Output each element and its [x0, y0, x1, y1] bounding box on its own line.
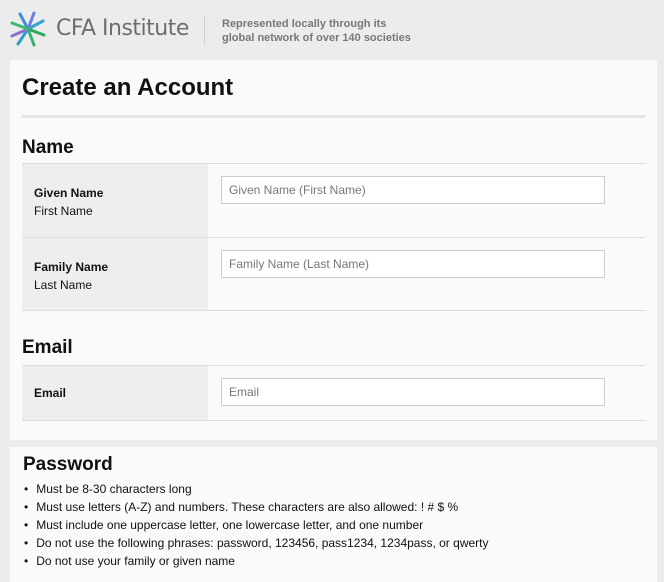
tagline: Represented locally through its global network of over 140 societies: [222, 18, 411, 44]
page-title: Create an Account: [22, 74, 234, 101]
password-section-heading: Password: [23, 454, 113, 475]
family-name-label: Family Name Last Name: [22, 238, 208, 310]
given-name-label: Given Name First Name: [22, 164, 208, 237]
email-label: Email: [22, 366, 208, 420]
family-name-input[interactable]: [221, 250, 605, 278]
email-input[interactable]: [221, 378, 605, 406]
given-name-input[interactable]: [221, 176, 605, 204]
password-rule: • Must be 8-30 characters long: [24, 480, 488, 498]
header-divider: [204, 15, 205, 45]
cfa-logo-icon: [10, 11, 46, 47]
given-name-row: [22, 163, 645, 237]
password-rule: • Do not use the following phrases: password, 123456, pass1234, 1234pass, or qwerty: [24, 534, 488, 552]
site-header: [0, 0, 664, 58]
family-name-row: [22, 237, 645, 311]
password-rule: • Do not use your family or given name: [24, 552, 488, 570]
name-section-heading: Name: [22, 137, 74, 158]
email-row: [22, 365, 645, 421]
password-card: [10, 447, 657, 582]
title-divider: [22, 115, 645, 118]
password-rules: [24, 480, 488, 570]
password-rule: • Must include one uppercase letter, one lowercase letter, and one number: [24, 516, 488, 534]
email-section-heading: Email: [22, 337, 73, 358]
brand-name: CFA Institute: [56, 16, 189, 41]
password-rule: • Must use letters (A-Z) and numbers. These characters are also allowed: ! # $ %: [24, 498, 488, 516]
account-form-card: [10, 60, 657, 440]
